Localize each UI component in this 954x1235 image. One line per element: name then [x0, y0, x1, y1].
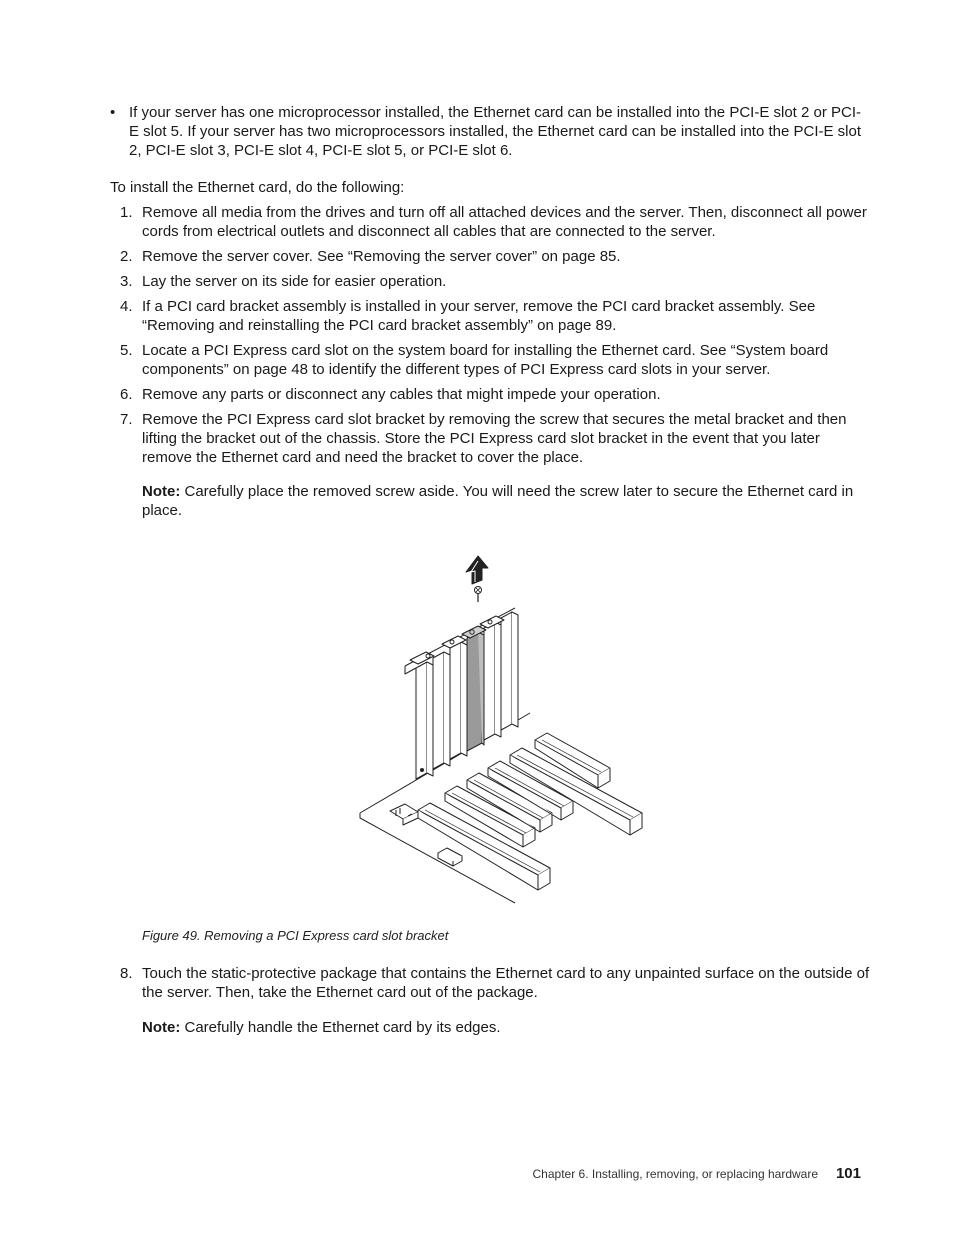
- slot-bracket-2: [433, 652, 450, 769]
- board-connector: [390, 804, 418, 825]
- step-text: Lay the server on its side for easier operation.: [142, 273, 447, 290]
- note-screw: [142, 482, 862, 520]
- step-number: 3.: [120, 273, 133, 290]
- step-number: 1.: [120, 204, 133, 221]
- page-number: 101: [835, 1165, 861, 1182]
- note-label: Note:: [142, 1019, 181, 1036]
- step-number: 2.: [120, 248, 133, 265]
- footer-chapter: Chapter 6. Installing, removing, or replacing hardware: [532, 1167, 818, 1181]
- step-text: Remove any parts or disconnect any cables that might impede your operation.: [142, 386, 661, 403]
- pci-slot-1: [418, 803, 550, 890]
- slot-bracket-5: [484, 622, 501, 740]
- slot-bracket-3: [450, 642, 467, 759]
- step-text: Locate a PCI Express card slot on the system board for installing the Ethernet card. See “System board components” on page 48 to identify the different types of PCI Express card slots in your server.: [142, 342, 829, 378]
- intro-text: To install the Ethernet card, do the following:: [110, 179, 405, 196]
- note-text: Carefully place the removed screw aside. You will need the screw later to secure the Ethernet card in place.: [142, 483, 854, 519]
- step-text: Remove all media from the drives and turn off all attached devices and the server. Then, disconnect all power cords from electrical outlets and disconnect all cables that are connected to the server.: [142, 204, 867, 240]
- step-text: Remove the server cover. See “Removing the server cover” on page 85.: [142, 248, 621, 265]
- screw-icon: [475, 587, 482, 603]
- pci-bracket-illustration: [330, 548, 670, 918]
- step-number: 6.: [120, 386, 133, 403]
- slot-bracket-1: [416, 662, 433, 779]
- step-number: 4.: [120, 298, 133, 315]
- pci-slots-diagram: [330, 548, 670, 918]
- step-number: 8.: [120, 965, 133, 982]
- bullet-text: If your server has one microprocessor installed, the Ethernet card can be installed into the PCI-E slot 2 or PCI-E slot 5. If your server has two microprocessors installed, the Ethernet card can be installed into the PCI-E slot 2, PCI-E slot 3, PCI-E slot 4, PCI-E slot 5, or PCI-E slot 6.: [129, 104, 862, 159]
- up-arrow-icon: [466, 556, 488, 584]
- slot-bracket-6: [501, 612, 518, 730]
- figure-caption: Figure 49. Removing a PCI Express card slot bracket: [142, 928, 449, 943]
- step-text: If a PCI card bracket assembly is installed in your server, remove the PCI card bracket assembly. See “Removing and reinstalling the PCI card bracket assembly” on page 89.: [142, 298, 816, 334]
- step-number: 7.: [120, 411, 133, 428]
- step-text: Touch the static-protective package that contains the Ethernet card to any unpainted surface on the outside of the server. Then, take the Ethernet card out of the package.: [142, 965, 870, 1001]
- bullet-symbol: •: [110, 104, 116, 121]
- note-handling: [142, 1018, 862, 1037]
- slot-bracket-removed: [467, 632, 484, 751]
- note-text: Carefully handle the Ethernet card by its edges.: [184, 1019, 501, 1036]
- step-number: 5.: [120, 342, 133, 359]
- step-text: Remove the PCI Express card slot bracket by removing the screw that secures the metal bracket and then lifting the bracket out of the chassis. Store the PCI Express card slot bracket in the event that you later remove the Ethernet card and need the bracket to cover the place.: [142, 411, 847, 466]
- note-label: Note:: [142, 483, 181, 500]
